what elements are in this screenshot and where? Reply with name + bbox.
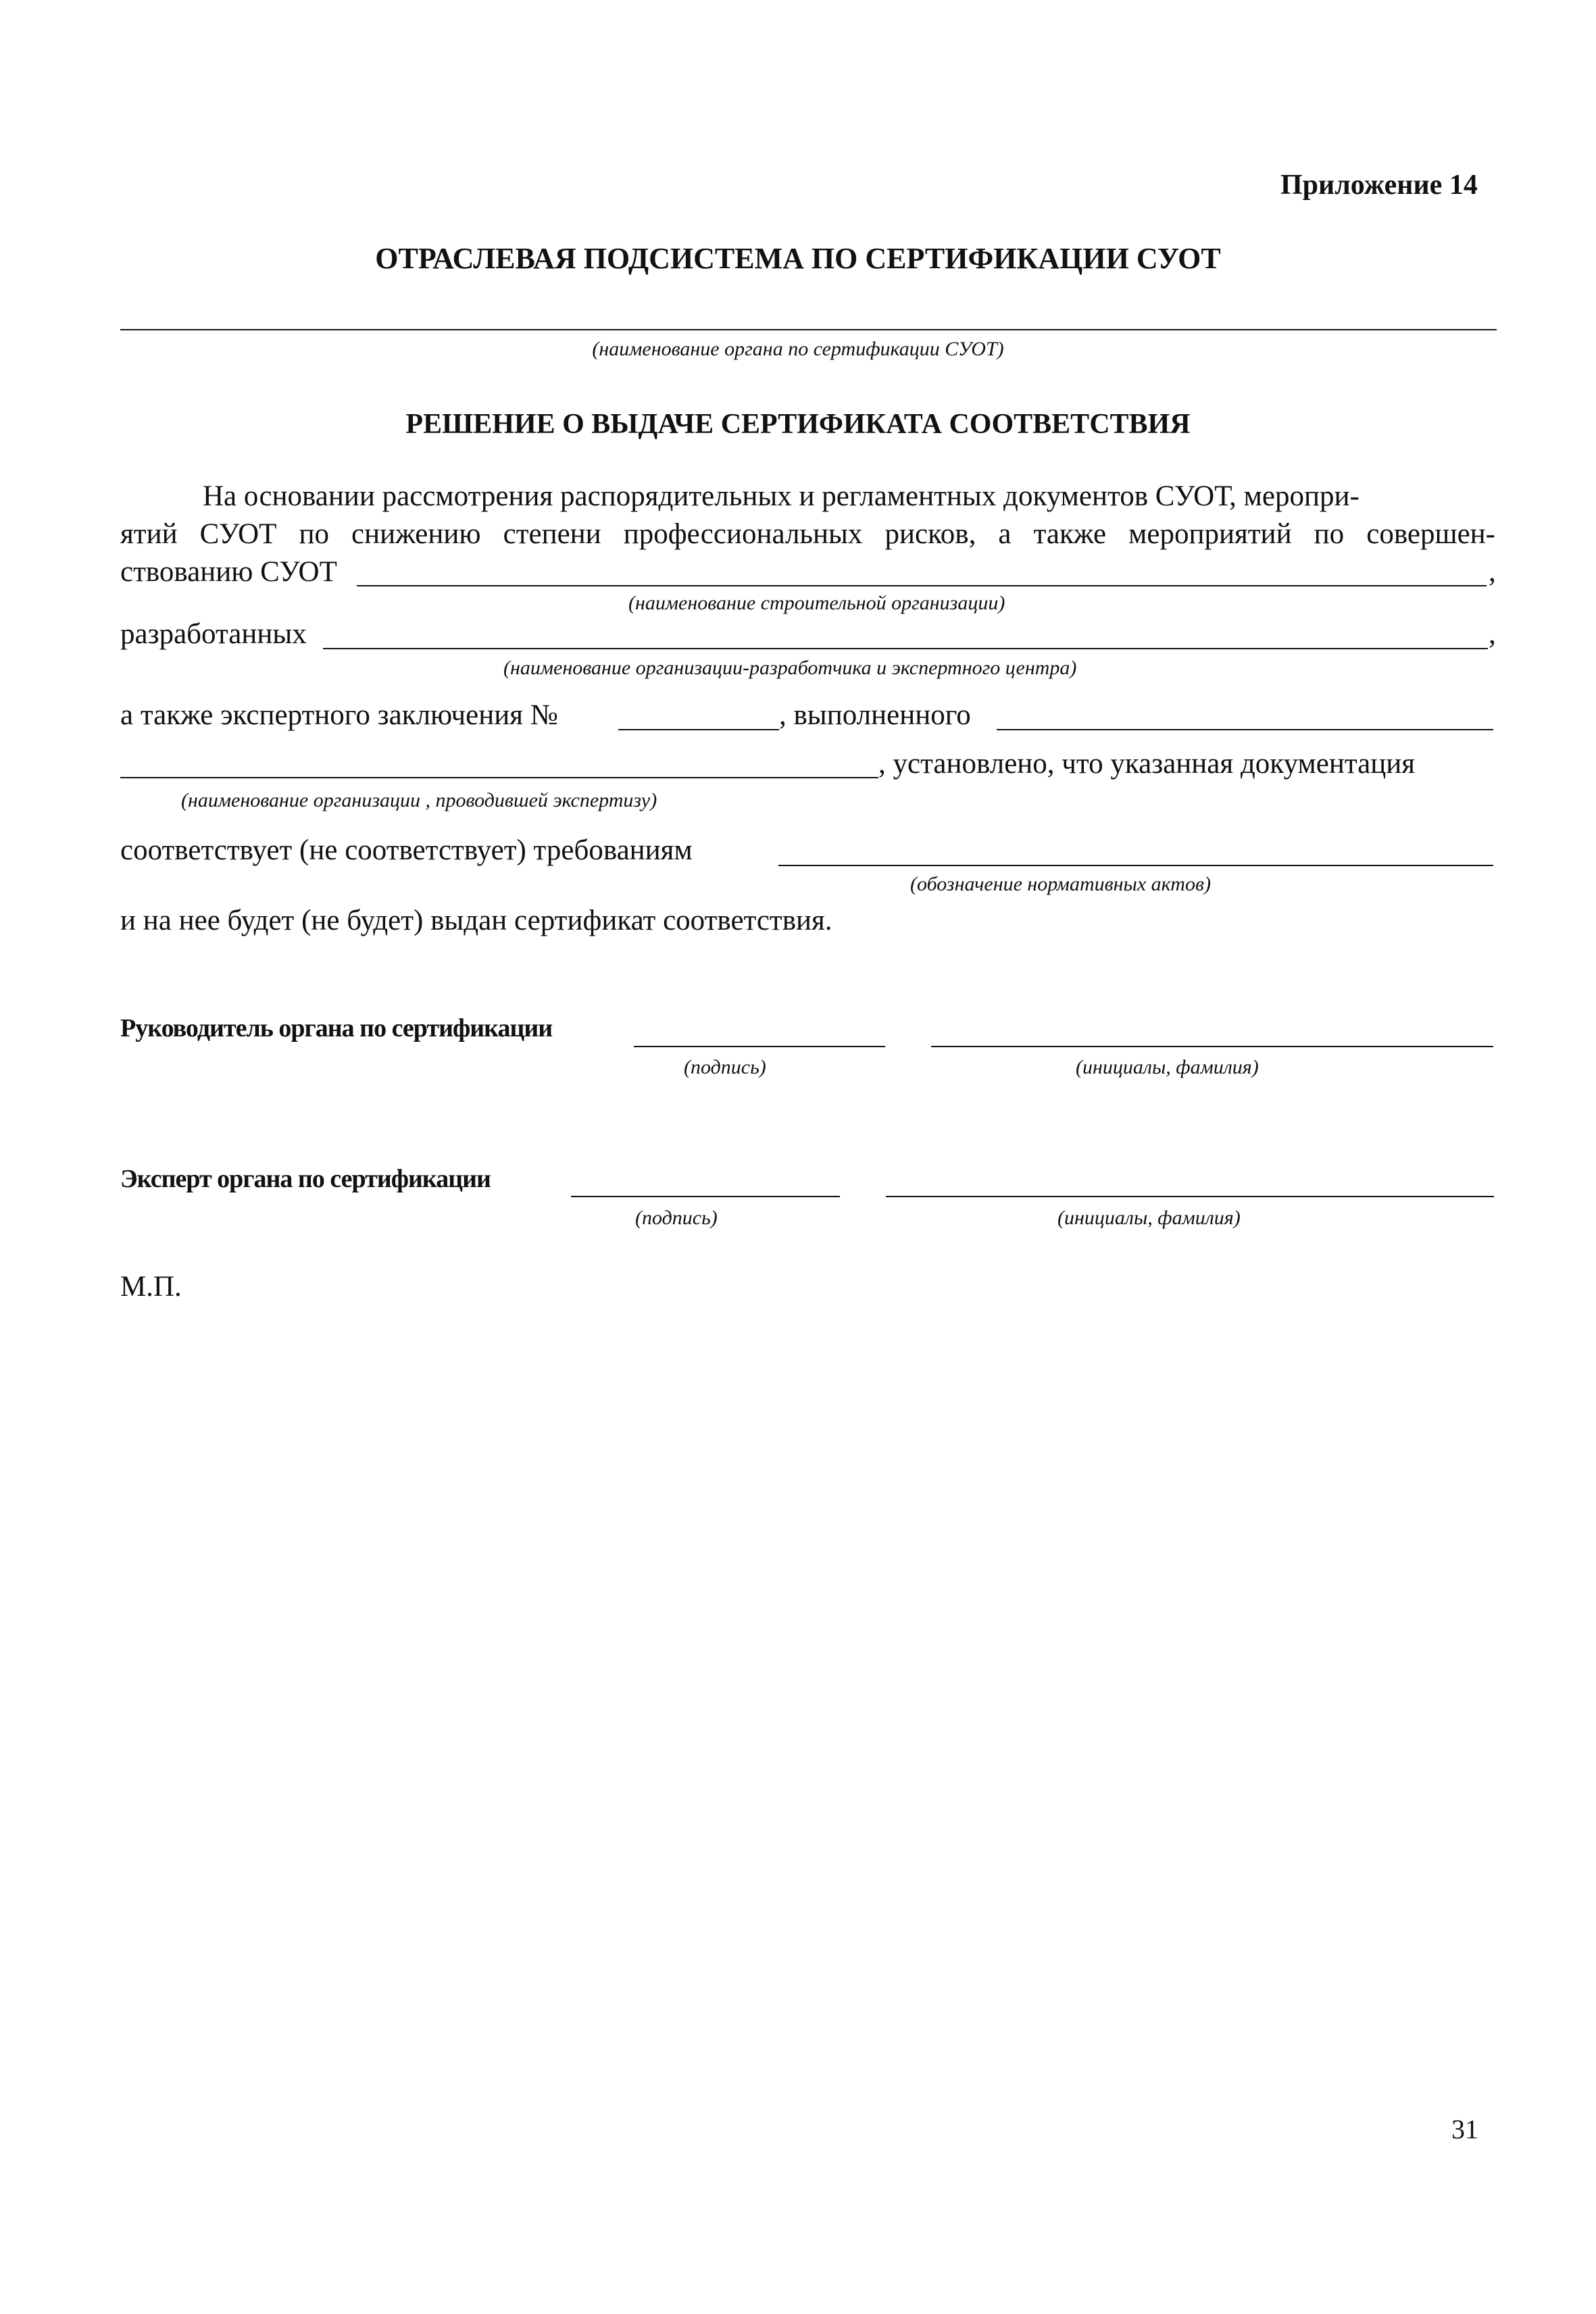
- head-signature-label: Руководитель органа по сертификации: [120, 1014, 553, 1042]
- expert-name-caption: (инициалы, фамилия): [1057, 1207, 1241, 1229]
- page-number: 31: [1451, 2114, 1478, 2144]
- established-text: , установлено, что указанная документация: [878, 748, 1416, 780]
- conclusion-number-line[interactable]: [618, 729, 779, 730]
- comma-2: ,: [1489, 618, 1496, 650]
- head-sign-caption: (подпись): [684, 1056, 766, 1078]
- para-line-1: На основании рассмотрения распорядительных и регламентных документов СУОТ, меропри-: [203, 480, 1360, 512]
- para-line-2: ятий СУОТ по снижению степени профессиональных рисков, а также мероприятий по совершен-: [120, 518, 1495, 550]
- will-be-issued-text: и на нее будет (не будет) выдан сертификат соответствия.: [120, 905, 832, 936]
- developer-line[interactable]: [323, 648, 1488, 649]
- stamp-place: М.П.: [120, 1271, 182, 1303]
- decision-title: РЕШЕНИЕ О ВЫДАЧЕ СЕРТИФИКАТА СООТВЕТСТВИЯ: [405, 409, 1191, 440]
- subsystem-title-text: ОТРАСЛЕВАЯ ПОДСИСТЕМА ПО СЕРТИФИКАЦИИ СУОТ: [375, 242, 1221, 275]
- org-name-line[interactable]: [120, 329, 1497, 330]
- complies-label: соответствует (не соответствует) требованиям: [120, 834, 693, 866]
- caption-org: (наименование органа по сертификации СУОТ): [592, 338, 1004, 360]
- construction-org-line[interactable]: [357, 585, 1487, 586]
- subsystem-title: [0, 241, 1596, 276]
- developed-label: разработанных: [120, 618, 307, 650]
- norms-line[interactable]: [778, 865, 1493, 866]
- expertise-org-line[interactable]: [120, 777, 878, 778]
- expert-signature-label: Эксперт органа по сертификации: [120, 1165, 491, 1193]
- appendix-label: Приложение 14: [1280, 170, 1478, 201]
- head-name-line[interactable]: [931, 1046, 1493, 1047]
- expert-name-line[interactable]: [886, 1196, 1494, 1197]
- performed-label: , выполненного: [779, 699, 971, 731]
- expert-sign-line[interactable]: [571, 1196, 840, 1197]
- caption-developer: (наименование организации-разработчика и экспертного центра): [503, 657, 1077, 679]
- expert-conclusion-label: а также экспертного заключения №: [120, 699, 558, 731]
- para-line-3: ствованию СУОТ: [120, 556, 337, 588]
- caption-expertise-org: (наименование организации , проводившей экспертизу): [181, 789, 657, 811]
- head-sign-line[interactable]: [634, 1046, 885, 1047]
- comma-1: ,: [1489, 556, 1496, 588]
- performed-by-line[interactable]: [997, 729, 1493, 730]
- caption-construction: (наименование строительной организации): [628, 592, 1005, 614]
- head-name-caption: (инициалы, фамилия): [1076, 1056, 1259, 1078]
- caption-norms: (обозначение нормативных актов): [910, 873, 1211, 895]
- expert-sign-caption: (подпись): [635, 1207, 718, 1229]
